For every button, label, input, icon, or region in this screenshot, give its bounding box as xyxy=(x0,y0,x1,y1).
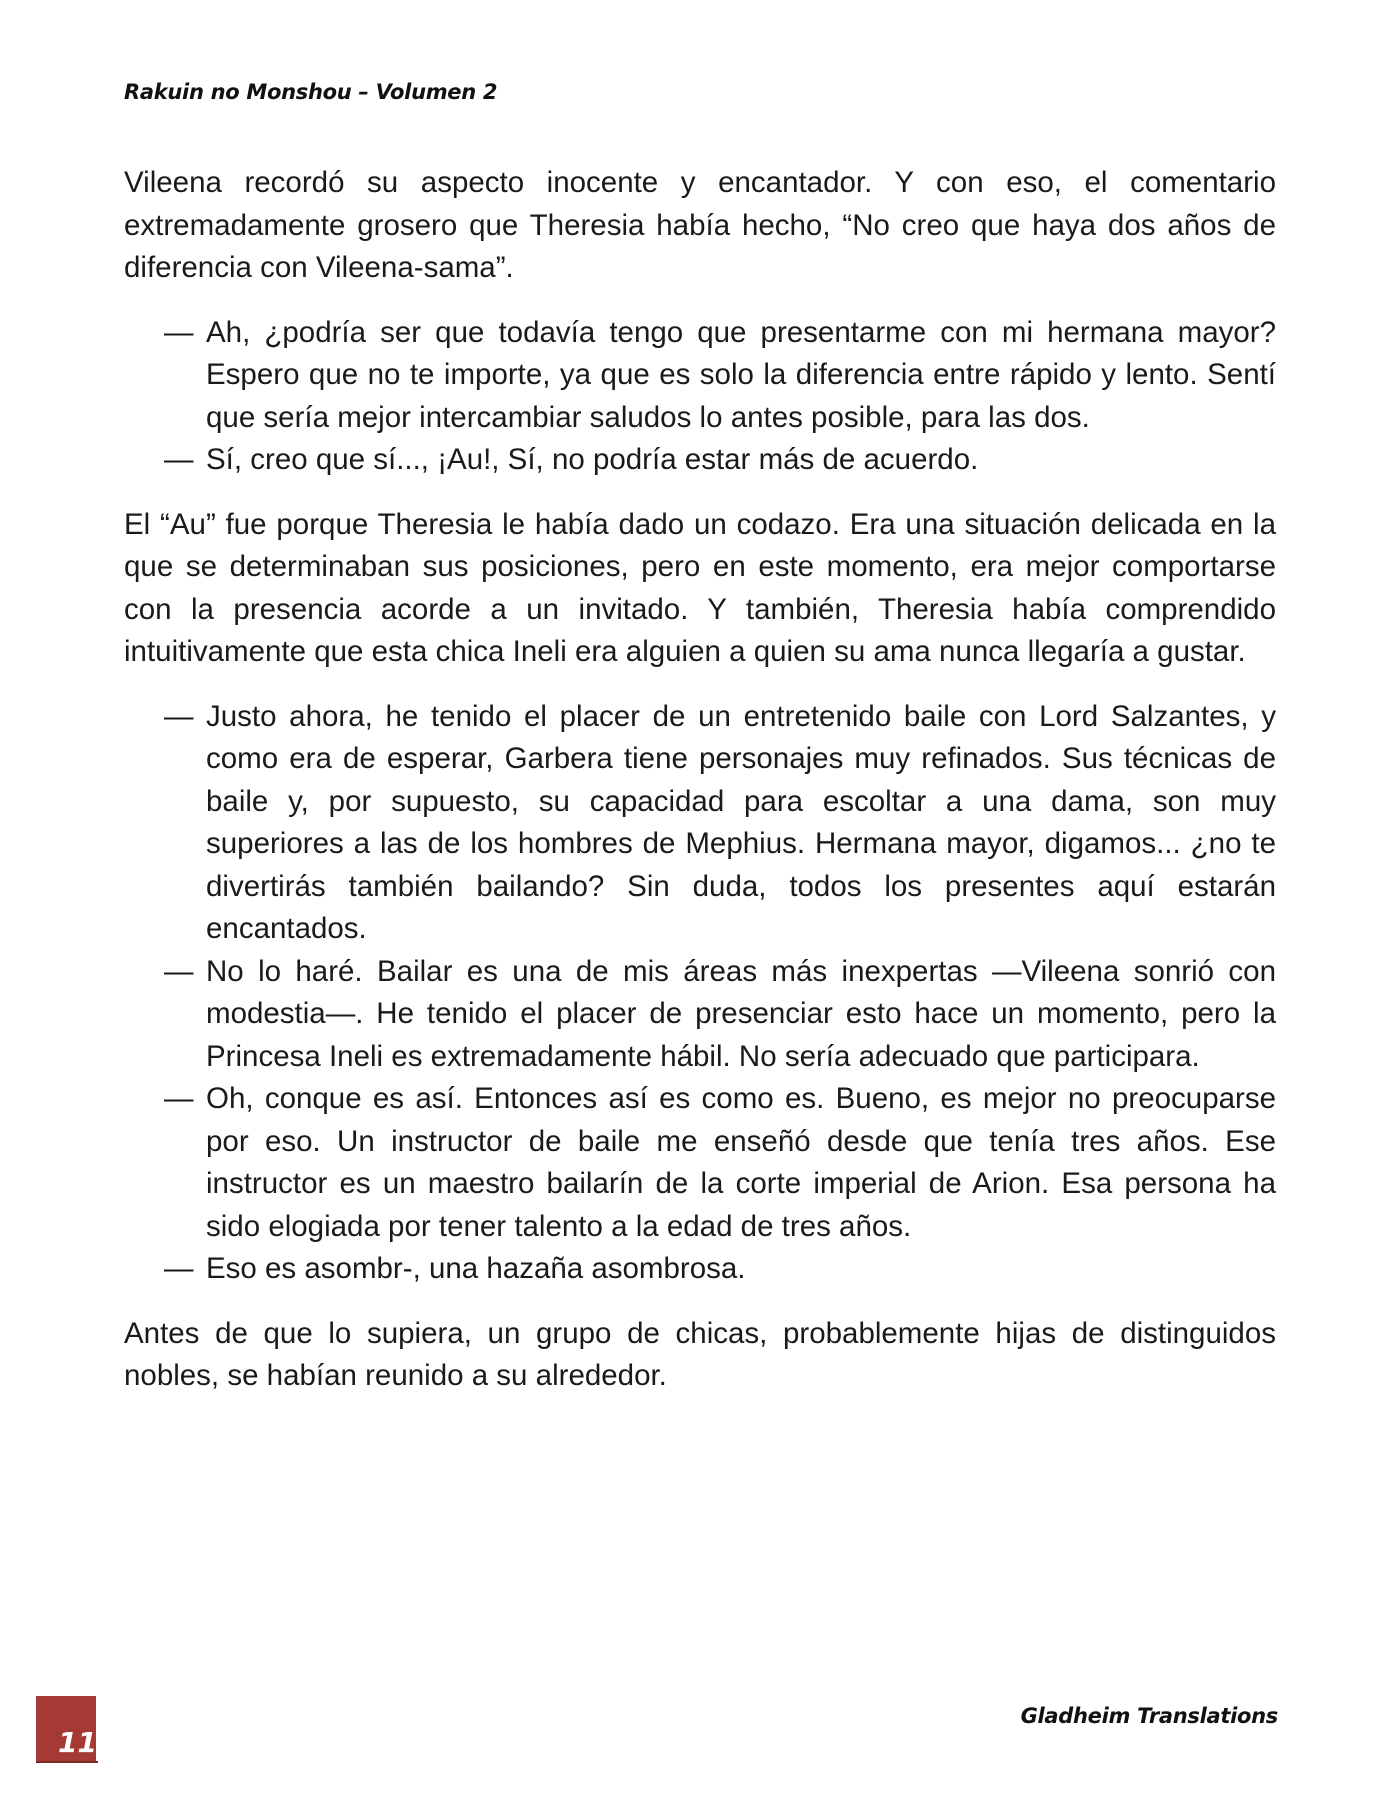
dialogue-text: No lo haré. Bailar es una de mis áreas más inexpertas —Vileena sonrió con modestia—. He tenido el placer de presenciar esto hace un momento, pero la Princesa Ineli es extremadamente hábil. No sería adecuado que participara. xyxy=(206,954,1276,1073)
page-number: 11 xyxy=(58,1726,97,1759)
running-header: Rakuin no Monshou – Volumen 2 xyxy=(124,80,498,104)
dialogue-line xyxy=(124,312,1276,440)
dialogue-block xyxy=(124,696,1276,1291)
page-body xyxy=(124,162,1276,1420)
page-number-underline xyxy=(36,1761,98,1763)
dialogue-block xyxy=(124,312,1276,482)
dialogue-text: Eso es asombr-, una hazaña asombrosa. xyxy=(206,1252,746,1285)
dialogue-text: Ah, ¿podría ser que todavía tengo que presentarme con mi hermana mayor? Espero que no te importe, ya que es solo la diferencia entre rápido y lento. Sentí que sería mejor intercambiar saludos lo antes posible, para las dos. xyxy=(206,315,1276,434)
paragraph: Vileena recordó su aspecto inocente y encantador. Y con eso, el comentario extremadamente grosero que Theresia había hecho, “No creo que haya dos años de diferencia con Vileena-sama”. xyxy=(124,166,1276,284)
em-dash: — xyxy=(164,315,194,349)
em-dash: — xyxy=(164,1082,194,1115)
paragraph: Antes de que lo supiera, un grupo de chicas, probablemente hijas de distinguidos nobles, se habían reunido a su alrededor. xyxy=(124,1316,1276,1392)
translator-credit: Gladheim Translations xyxy=(1020,1704,1278,1728)
dialogue-text: Justo ahora, he tenido el placer de un entretenido baile con Lord Salzantes, y como era de esperar, Garbera tiene personajes muy refinados. Sus técnicas de baile y, por supuesto, su capacidad para escoltar a una dama, son muy superiores a las de los hombres de Mephius. Hermana mayor, digamos... ¿no te divertirás también bailando? Sin duda, todos los presentes aquí estarán encantados. xyxy=(206,699,1276,945)
dialogue-line xyxy=(124,1078,1276,1248)
em-dash: — xyxy=(164,1252,194,1285)
dialogue-text: Oh, conque es así. Entonces así es como es. Bueno, es mejor no preocuparse por eso. Un instructor de baile me enseñó desde que tenía tres años. Ese instructor es un maestro bailarín de la corte imperial de Arion. Esa persona ha sido elogiada por tener talento a la edad de tres años. xyxy=(206,1082,1276,1243)
em-dash: — xyxy=(164,443,194,476)
dialogue-line xyxy=(124,1248,1276,1291)
em-dash: — xyxy=(164,699,194,733)
em-dash: — xyxy=(164,954,194,988)
dialogue-line xyxy=(124,439,1276,482)
dialogue-line xyxy=(124,951,1276,1079)
paragraph: El “Au” fue porque Theresia le había dado un codazo. Era una situación delicada en la que se determinaban sus posiciones, pero en este momento, era mejor comportarse con la presencia acorde a un invitado. Y también, Theresia había comprendido intuitivamente que esta chica Ineli era alguien a quien su ama nunca llegaría a gustar. xyxy=(124,507,1276,668)
dialogue-text: Sí, creo que sí..., ¡Au!, Sí, no podría estar más de acuerdo. xyxy=(206,443,979,476)
dialogue-line xyxy=(124,696,1276,951)
